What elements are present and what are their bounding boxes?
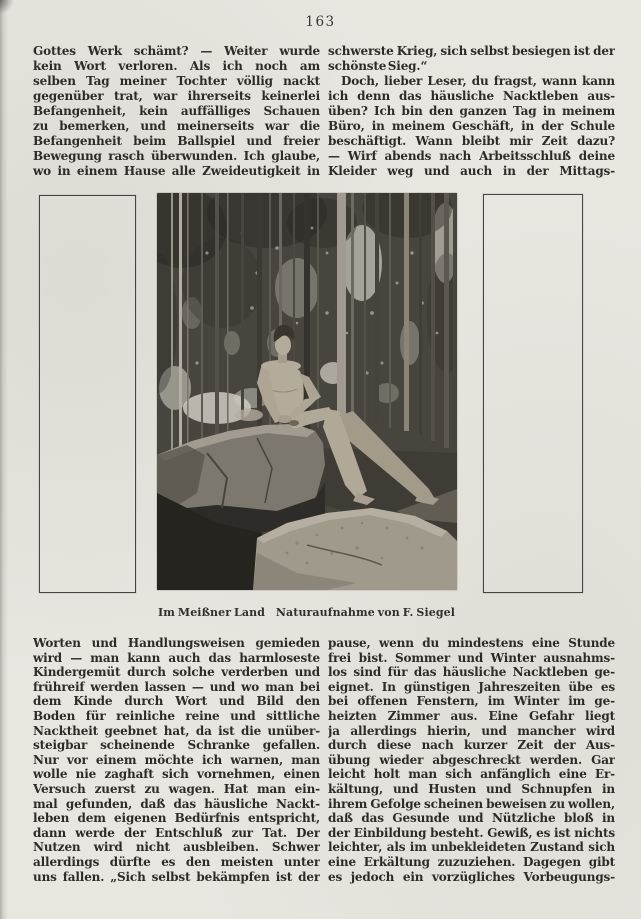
text-line: leicht holt man sich anfänglich eine Er-: [328, 767, 615, 782]
right-ornament-box: [483, 194, 583, 593]
photo-caption: [158, 606, 455, 620]
text-line: üben? Ich bin den ganzen Tag in meinem: [328, 104, 615, 118]
text-line: uns fallen. „Sich selbst bekämpfen ist der: [33, 869, 320, 884]
text-line: wo in einem Hause alle Zweideutigkeit in: [33, 164, 320, 178]
text-line: durch diese nach kurzer Zeit der Aus-: [328, 738, 615, 753]
text-line: kein Wort verloren. Als ich noch am: [33, 59, 320, 73]
photo: [157, 193, 457, 590]
text-line: Kindergemüt durch solche verderben und: [33, 665, 320, 680]
text-line: kältung, und Husten und Schnupfen in: [328, 781, 615, 796]
text-line: Kleider weg und auch in der Mittags-: [328, 164, 615, 178]
text-line: Befangenheit, kein auffälliges Schauen: [33, 104, 320, 118]
text-line: Nutzen wird nicht ausbleiben. Schwer: [33, 840, 320, 855]
text-line: dem Kinde durch Wort und Bild den: [33, 694, 320, 709]
text-line: los sind für das häusliche Nacktleben ge-: [328, 665, 615, 680]
text-line: mal gefunden, daß das häusliche Nackt-: [33, 796, 320, 811]
text-line: es jedoch ein vorzügliches Vorbeugungs-: [328, 869, 615, 884]
text-line: gegenüber trat, war ihrerseits keinerlei: [33, 89, 320, 103]
bottom-left-column: [33, 636, 320, 884]
photo-grain: [157, 193, 457, 590]
text-line: zu bemerken, und meinerseits war die: [33, 119, 320, 133]
lower-text-block: [33, 636, 615, 884]
text-line: ihrem Gefolge scheinen beweisen zu wollen,: [328, 796, 615, 811]
text-line: der Einbildung besteht. Gewiß, es ist nichts: [328, 825, 615, 840]
text-line: Nacktheit geebnet hat, da ist die unüber-: [33, 723, 320, 738]
text-line: leichter, als im unbekleideten Zustand sich: [328, 840, 615, 855]
text-line: beschäftigt. Wann bleibt mir Zeit dazu?: [328, 134, 615, 148]
top-left-column: [33, 44, 320, 179]
text-line: — Wirf abends nach Arbeitsschluß deine: [328, 149, 615, 163]
text-line: frei bist. Sommer und Winter ausnahms-: [328, 650, 615, 665]
text-line: selben Tag meiner Tochter völlig nackt: [33, 74, 320, 88]
text-line: ja allerdings hierin, und mancher wird: [328, 723, 615, 738]
text-line: Befangenheit beim Ballspiel und freier: [33, 134, 320, 148]
text-line: wolle nie zaghaft sich vornehmen, einen: [33, 767, 320, 782]
text-line: Versuch zuerst zu wagen. Hat man ein-: [33, 781, 320, 796]
caption-title: Im Meißner Land: [158, 606, 265, 619]
text-line: frühreif werden lassen — und wo man bei: [33, 679, 320, 694]
text-line: allerdings dürfte es den meisten unter: [33, 854, 320, 869]
text-line: übung wieder abgeschreckt werden. Gar: [328, 752, 615, 767]
caption-credit: Naturaufnahme von F. Siegel: [275, 606, 455, 619]
text-line: Gottes Werk schämt? — Weiter wurde: [33, 44, 320, 58]
left-ornament-box: [39, 195, 136, 593]
photo-illustration: [157, 193, 457, 590]
text-line: ich denn das häusliche Nacktleben aus-: [328, 89, 615, 103]
text-line: schönste Sieg.“: [328, 59, 428, 73]
text-line: Büro, in meinem Geschäft, in der Schule: [328, 119, 615, 133]
text-line: eignet. In günstigen Jahreszeiten übe es: [328, 679, 615, 694]
text-line: steigbar scheinende Schranke gefallen.: [33, 738, 320, 753]
text-line: Worten und Handlungsweisen gemieden: [33, 636, 320, 650]
text-line: Doch, lieber Leser, du fragst, wann kann: [341, 74, 615, 88]
text-line: eine Erkältung zuzuziehen. Dagegen gibt: [328, 854, 615, 869]
text-line: wird — man kann auch das harmloseste: [33, 650, 320, 665]
upper-text-block: [33, 44, 615, 179]
text-line: Bewegung rasch überwunden. Ich glaube,: [33, 149, 320, 163]
text-line: Nur vor einem möchte ich warnen, man: [33, 752, 320, 767]
text-line: Boden für reinliche reine und sittliche: [33, 708, 320, 723]
top-right-column: [328, 44, 615, 179]
text-line: pause, wenn du mindestens eine Stunde: [328, 636, 615, 650]
page-number: 163: [305, 14, 336, 30]
text-line: daß das Gesunde und Nützliche bloß in: [328, 811, 615, 826]
text-line: leben dem eigenen Bedürfnis entspricht,: [33, 811, 320, 826]
text-line: schwerste Krieg, sich selbst besiegen ist der: [328, 44, 615, 58]
text-line: bei offenen Fenstern, im Winter im ge-: [328, 694, 615, 709]
bottom-right-column: [328, 636, 615, 884]
text-line: heizten Zimmer aus. Eine Gefahr liegt: [328, 708, 615, 723]
text-line: dann werde der Entschluß zur Tat. Der: [33, 825, 320, 840]
